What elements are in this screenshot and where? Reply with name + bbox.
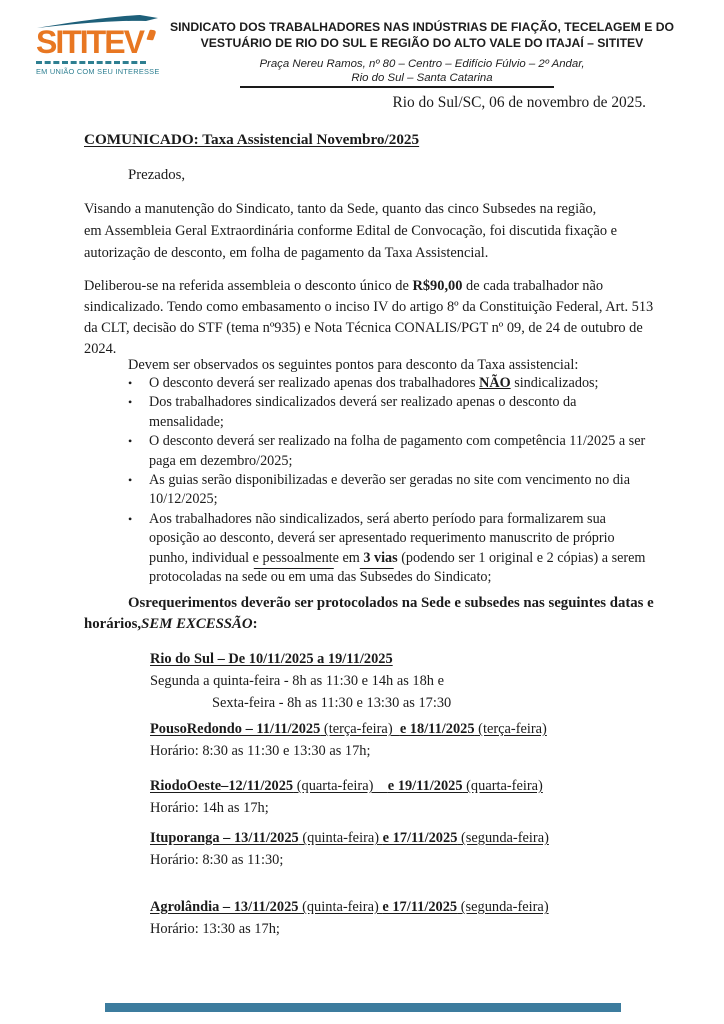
text-segment: punho, individual e pessoalmente em: [149, 549, 364, 566]
logo-tagline: EM UNIÃO COM SEU INTERESSE: [36, 67, 160, 76]
list-item: [128, 374, 645, 393]
paragraph-line: As guias serão disponibilizadas e deverão ser geradas no site com vencimento no dia: [149, 472, 631, 489]
bullet-marker: •: [128, 434, 133, 449]
paragraph-line: autorização de desconto, em folha de pagamento da Taxa Assistencial.: [84, 245, 489, 261]
list-item-text: [149, 432, 645, 471]
schedule-rio-do-sul: [150, 648, 451, 714]
text-segment: O desconto deverá ser realizado apenas dos trabalhadores: [149, 375, 480, 391]
schedule-heading: Rio do Sul – De 10/11/2025 a 19/11/2025: [150, 651, 393, 667]
org-name-line2: VESTUÁRIO DE RIO DO SUL E REGIÃO DO ALTO VALE DO ITAJAÍ – SITITEV: [200, 35, 644, 50]
schedule-hours-line: Horário: 8:30 as 11:30;: [150, 852, 284, 868]
text-segment: Agrolândia – 13/11/2025: [150, 899, 299, 915]
schedule-heading: [150, 827, 549, 849]
text-segment: Ituporanga – 13/11/2025: [150, 830, 299, 846]
text-segment: (quarta-feira): [293, 778, 388, 794]
address-line1: Praça Nereu Ramos, nº 80 – Centro – Edifício Fúlvio – 2º Andar,: [259, 58, 585, 70]
paragraph-line: oposição ao desconto, deverá ser apresentado requerimento manuscrito de próprio: [149, 530, 615, 547]
logo-dashed-divider: [36, 61, 146, 64]
paragraph-line: Osrequerimentos deverão ser protocolados na Sede e subsedes nas seguintes datas e: [128, 595, 654, 611]
schedule-heading: [150, 775, 543, 797]
paragraph-line: Aos trabalhadores não sindicalizados, será aberto período para formalizarem sua: [149, 510, 606, 527]
emphasis-nao: NÃO: [479, 375, 511, 391]
list-item-text: [149, 471, 630, 510]
text-segment: Deliberou-se na referida assembleia o desconto único de: [84, 278, 413, 294]
schedule-heading: [150, 896, 549, 918]
text-segment: (segunda-feira): [457, 899, 549, 915]
sititev-logo: [36, 14, 162, 76]
protocol-notice: [84, 593, 654, 634]
emphasis-3-vias: 3 vias: [363, 549, 398, 566]
paragraph-line: [149, 549, 645, 568]
paragraph-line: 2024.: [84, 341, 117, 357]
schedule-heading: [150, 718, 547, 740]
salutation: Prezados,: [128, 167, 186, 183]
list-item-text: [149, 393, 576, 432]
org-name-line1: SINDICATO DOS TRABALHADORES NAS INDÚSTRIAS DE FIAÇÃO, TECELAGEM E DO: [170, 20, 674, 34]
address-line2: Rio do Sul – Santa Catarina: [351, 72, 493, 84]
text-segment: e 17/11/2025: [382, 899, 458, 915]
paragraph-line: O desconto deverá ser realizado na folha de pagamento com competência 11/2025 a ser: [149, 433, 646, 450]
text-segment: e 17/11/2025: [382, 830, 458, 846]
address-block: [168, 57, 676, 85]
amount-value: R$90,00: [412, 278, 463, 294]
list-item: [128, 432, 645, 471]
paragraph-line: [84, 614, 654, 635]
bullet-list-intro: Devem ser observados os seguintes pontos para desconto da Taxa assistencial:: [128, 357, 579, 373]
schedule-hours-line: Segunda a quinta-feira - 8h as 11:30 e 14h as 18h e: [150, 673, 444, 689]
text-segment: (quinta-feira): [298, 830, 383, 846]
bullet-marker: •: [128, 473, 133, 488]
overlined-segment: de ou em uma: [253, 569, 334, 586]
paragraph-line: [84, 276, 653, 297]
schedule-pouso-redondo: [150, 718, 547, 762]
schedule-hours-line: Horário: 13:30 as 17h;: [150, 921, 280, 937]
header-divider: [240, 86, 554, 88]
emphasis-sem-excessao: SEM EXCESSÃO: [141, 615, 253, 632]
list-item: [128, 471, 645, 510]
text-segment: (terça-feira): [320, 721, 400, 737]
text-segment: protocoladas na se: [149, 569, 254, 586]
schedule-rio-do-oeste: [150, 775, 543, 819]
text-segment: PousoRedondo – 11/11/2025: [150, 721, 321, 737]
list-item-text: [149, 374, 599, 393]
paragraph-line: em Assembleia Geral Extraordinária conforme Edital de Convocação, foi discutida fixação e: [84, 223, 618, 239]
bullet-marker: •: [128, 395, 133, 410]
document-title: COMUNICADO: Taxa Assistencial Novembro/2025: [84, 131, 420, 148]
schedule-hours-line: Sexta-feira - 8h as 11:30 e 13:30 as 17:30: [212, 695, 452, 711]
paragraph-line: mensalidade;: [149, 413, 224, 430]
schedule-agrolandia: [150, 896, 549, 940]
paragraph-line: sindicalizado. Tendo como embasamento o inciso IV do artigo 8º da Constituição Federal, Art. 513: [84, 299, 654, 315]
text-segment: (podendo ser 1 original e 2 cópias) a serem: [397, 549, 646, 566]
footer-accent-bar: [105, 1003, 621, 1012]
text-segment: sindicalizados;: [510, 375, 599, 391]
text-segment: de cada trabalhador não: [462, 278, 604, 294]
list-item-text: [149, 510, 645, 588]
schedule-hours-line: Horário: 8:30 as 11:30 e 13:30 as 17h;: [150, 743, 371, 759]
text-segment: horários,: [84, 615, 142, 632]
paragraph-line: 10/12/2025;: [149, 491, 218, 508]
schedule-ituporanga: [150, 827, 549, 871]
paragraph-line: Dos trabalhadores sindicalizados deverá ser realizado apenas o desconto da: [149, 394, 577, 411]
bullet-marker: •: [128, 376, 133, 390]
paragraph-maintenance: [84, 198, 617, 264]
logo-brand-text: SITITEV: [36, 24, 143, 60]
paragraph-line: [149, 568, 645, 587]
text-segment: e 18/11/2025: [399, 721, 475, 737]
paragraph-deliberation: [84, 276, 653, 360]
paragraph-line: Visando a manutenção do Sindicato, tanto da Sede, quanto das cinco Subsedes na região,: [84, 201, 597, 217]
text-segment: (segunda-feira): [457, 830, 549, 846]
paragraph-line: [149, 374, 599, 393]
paragraph-line: da CLT, decisão do STF (tema nº935) e Nota Técnica CONALIS/PGT nº 09, de 24 de outubro de: [84, 320, 643, 336]
text-segment: (terça-feira): [474, 721, 547, 737]
text-segment: RiodoOeste–12/11/2025: [150, 778, 294, 794]
text-segment: des do Sindicato;: [393, 569, 492, 586]
date-line: Rio do Sul/SC, 06 de novembro de 2025.: [392, 94, 646, 111]
list-item: [128, 510, 645, 588]
paragraph-line: paga em dezembro/2025;: [149, 452, 293, 469]
text-segment: das: [333, 569, 360, 586]
list-item: [128, 393, 645, 432]
bullet-marker: •: [128, 511, 133, 526]
text-segment: (quarta-feira): [462, 778, 543, 794]
schedule-hours-line: Horário: 14h as 17h;: [150, 800, 269, 816]
overlined-segment: Subse: [359, 569, 394, 586]
org-name-block: [168, 20, 676, 85]
text-segment: :: [252, 615, 258, 632]
bullet-list: [128, 374, 645, 587]
text-segment: e 19/11/2025: [387, 778, 463, 794]
text-segment: (quinta-feira): [298, 899, 383, 915]
